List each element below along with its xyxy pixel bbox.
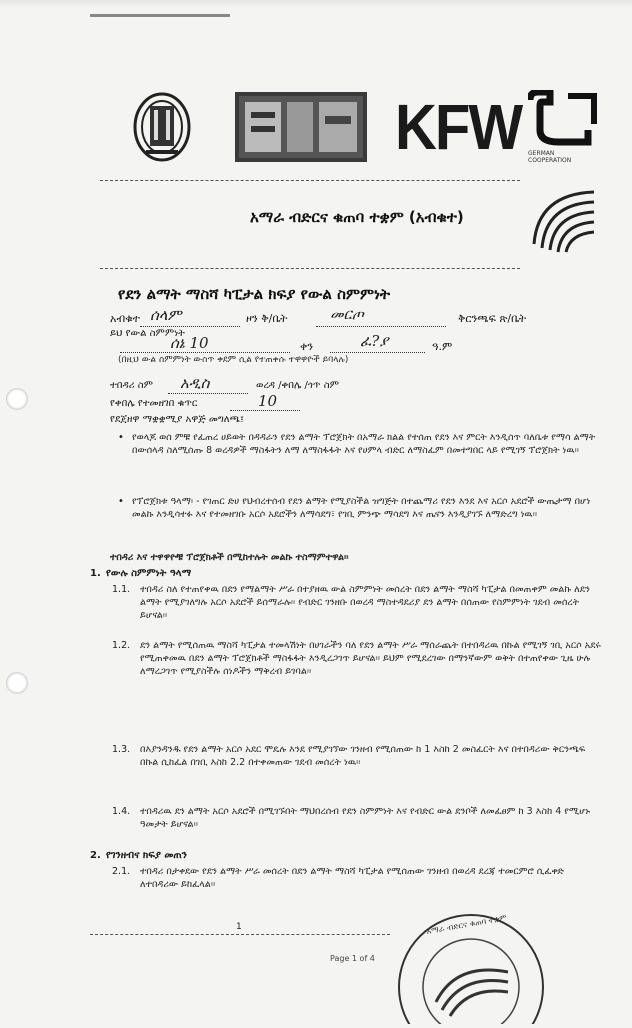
line3-handwritten-value2: ፈ?ያ [360, 332, 389, 350]
item-1-1-text: ተበዳሪ ስለ የተጠየቀዉ በደን የማልማት ሥራ በተያዘዉ ውል ስምምነት መሰረት በደን ልማት ማስሻ ካፒታል በመጠቀም መልኩ ለደን ልማት የሚያገለግሉ አርሶ አደሮች ይሰማራሉ፡፡ የብድር ገንዘቡ በወረዳ ማስተዳደሪያ ደን ልማት በሰጠው የስምምነት ገደብ መሰረት ይሆናል፡፡ [140, 584, 590, 621]
item-1-4-text: ተበዳሪዉ ደን ልማት አርሶ አደሮች በሚገኙበት ማህበረሰብ የደን ስምምነት እና የብድር ውል ደንቦች ለመፈፀም ከ 3 እስከ 4 የሚሆኑ ዓመታት ይሆናል፡፡ [140, 806, 591, 830]
scan-artifact [90, 14, 230, 17]
item-1-1-number: 1.1. [112, 584, 131, 595]
stamp-text: አማራ ብድርና ቁጠባ ተቋም [425, 913, 508, 936]
item-1-4-number: 1.4. [112, 806, 131, 817]
line5-handwritten-value: አዲስ [180, 374, 210, 392]
page-number-label: Page 1 of 4 [330, 954, 375, 963]
line6-handwritten-value: 10 [258, 392, 278, 410]
line5-suffix: ወረዳ /ቀበሌ /ጎጥ ስም [256, 380, 339, 391]
section-2-number: 2. [90, 850, 101, 861]
line2-text: ይህ የውል ስምምነት [110, 328, 185, 339]
item-1-3-number: 1.3. [112, 744, 131, 755]
item-1-3-text: በእያንዳንዱ የደን ልማት አርሶ አደር ሞዴሉ እንደ የሚያገኘው ገንዘብ የሚሰጠው ከ 1 እስከ 2 መስፈርት እና በተበዳሪው ቅርንጫፍ በኩል ሲከፈል በገቢ እስከ 2.2 በተቀመጠው ገደብ መሰረት ነዉ፡፡ [140, 744, 586, 768]
header-divider [100, 180, 520, 181]
punch-hole [6, 672, 28, 694]
kfw-logo-text: KFW [395, 91, 522, 164]
organization-name: አማራ ብድርና ቁጠባ ተቋም (አብቁተ) [250, 208, 464, 226]
bullet-item: የወላጆ ወሰ ምቹ የፈጠረ ሀይወት በዳዳራን የደን ልማት ፕሮጀክት በአማራ ክልል የተሰጠ የደን እና ምርት እንዲሰጥ ባለቤቱ የማሳ ልማት በውሰላዳ ስለሚሰጡ 8 ወረዳዎች ማስፋትን ለማ ለማስፋፋት እና የሀምላ ብድር ለማስፈም በመተግበር ላይ የሚገኝ ፕሮጀክት ነዉ፡፡ [132, 432, 596, 456]
item-1-2-number: 1.2. [112, 640, 131, 651]
bullet-marker: • [118, 496, 124, 507]
scan-artifact [0, 0, 632, 8]
punch-hole [6, 388, 28, 410]
german-cooperation-text: GERMAN COOPERATION [528, 150, 572, 164]
line3-suffix: ዓ.ም [432, 340, 453, 353]
line5-blank [168, 393, 248, 394]
line3-blank2 [330, 352, 425, 353]
official-stamp [396, 912, 546, 1024]
item-2-1-text: ተበዳሪ በታቀደው የደን ልማት ሥራ መሰረት በደን ልማት ማስሻ ካፒታል የሚሰጠው ገንዘብ በወረዳ ደረጃ ተመርምሮ ሲፈቀድ ለተበዳሪው ይከፈላል፡፡ [140, 866, 565, 890]
line3-handwritten-value1: ሰኔ 10 [170, 334, 209, 352]
line1-handwritten-value2: መርጦ [330, 305, 364, 323]
government-banner-logo [235, 92, 367, 162]
kfw-logo [395, 91, 522, 164]
line1-handwritten-value1: ሰላም [150, 306, 182, 324]
footer-divider [90, 934, 390, 935]
line1-mid-label: ዞን ቅ/ቤት [246, 312, 288, 325]
line1-blank1 [140, 326, 240, 327]
section-2-heading: የገንዘብና ክፍያ መጠን [106, 850, 187, 861]
section-1-heading: የውሉ ስምምነት ዓላማ [106, 568, 192, 579]
line4-parenthetical: (በዚህ ውል ስምምነት ውስጥ ቀደም ሲል የተጠቀሱ ተዋዋዮች ይባላሉ) [118, 355, 349, 365]
line6-blank [230, 410, 300, 411]
bullet-marker: • [118, 432, 124, 443]
document-title: የደን ልማት ማስሻ ካፒታል ክፍያ የውል ስምምነት [118, 285, 391, 303]
institution-seal-logo [528, 184, 600, 256]
regional-emblem-logo [132, 92, 192, 162]
header-bottom-divider [100, 268, 520, 269]
line3-mid-label: ቀን [300, 340, 314, 353]
bullet-item: የፕሮጀክቱ ዓላማ፡ - የገጠር ድሀ የህብረተሰብ የደን ልማት የሚያስችል ዝግጅት በተጨማሪ የደን እንደ እና አርሶ አደሮች ውጤታማ በሆነ መልኩ እንዲሳተፉ እና የተመዘገቡ አርሶ አደሮችን ለማሳደግ፣ የገቢ ምንጭ ማሳደግ እና ጤናን እንዲያገኙ ለማድረግ ነዉ፡፡ [132, 496, 591, 520]
line1-suffix: ቅርንጫፍ ጽ/ቤት [458, 312, 527, 325]
line3-blank1 [120, 352, 290, 353]
line7-text: የደጀዘዋ ማቋቋሚያ አዋጅ መግለጫ፤ [110, 414, 245, 425]
line6-prefix: የቀበሌ የተመዘገበ ቁጥር [110, 398, 198, 409]
footer-left-mark: 1 [236, 922, 242, 932]
line5-prefix: ተበዳሪ ስም [110, 380, 153, 391]
german-cooperation-logo [528, 90, 600, 164]
section-1-number: 1. [90, 568, 101, 579]
line1-blank2 [316, 326, 446, 327]
item-2-1-number: 2.1. [112, 866, 131, 877]
agreement-intro: ተበዳሪ እና ተዋዋዮቹ ፕሮጀክቶች በሚከተሉት መልኩ ተስማምተዋል፡፡ [110, 552, 349, 563]
item-1-2-text: ደን ልማት የሚሰጠዉ ማስሻ ካፒታል ተመላሽነት በሀገራችን ባለ የደን ልማት ሥራ ማሰራጨት በተበዳሪዉ በኩል የሚገኝ ገቢ አርሶ አደሩ የሚጠቀመዉ በደን ልማት ፕሮጀክቶች ማስፋፋት እንዲረጋገጥ ይሆናል፡፡ ይህም የሚደረገው በማንኛውም ወቅት በተጠየቀው ጊዜ ሁሉ ለማረጋገጥ የሚያስችሉ ሰነዶችን ማቅረብ ይገባል፡፡ [140, 640, 601, 677]
line1-prefix: አብቁተ [110, 312, 141, 325]
